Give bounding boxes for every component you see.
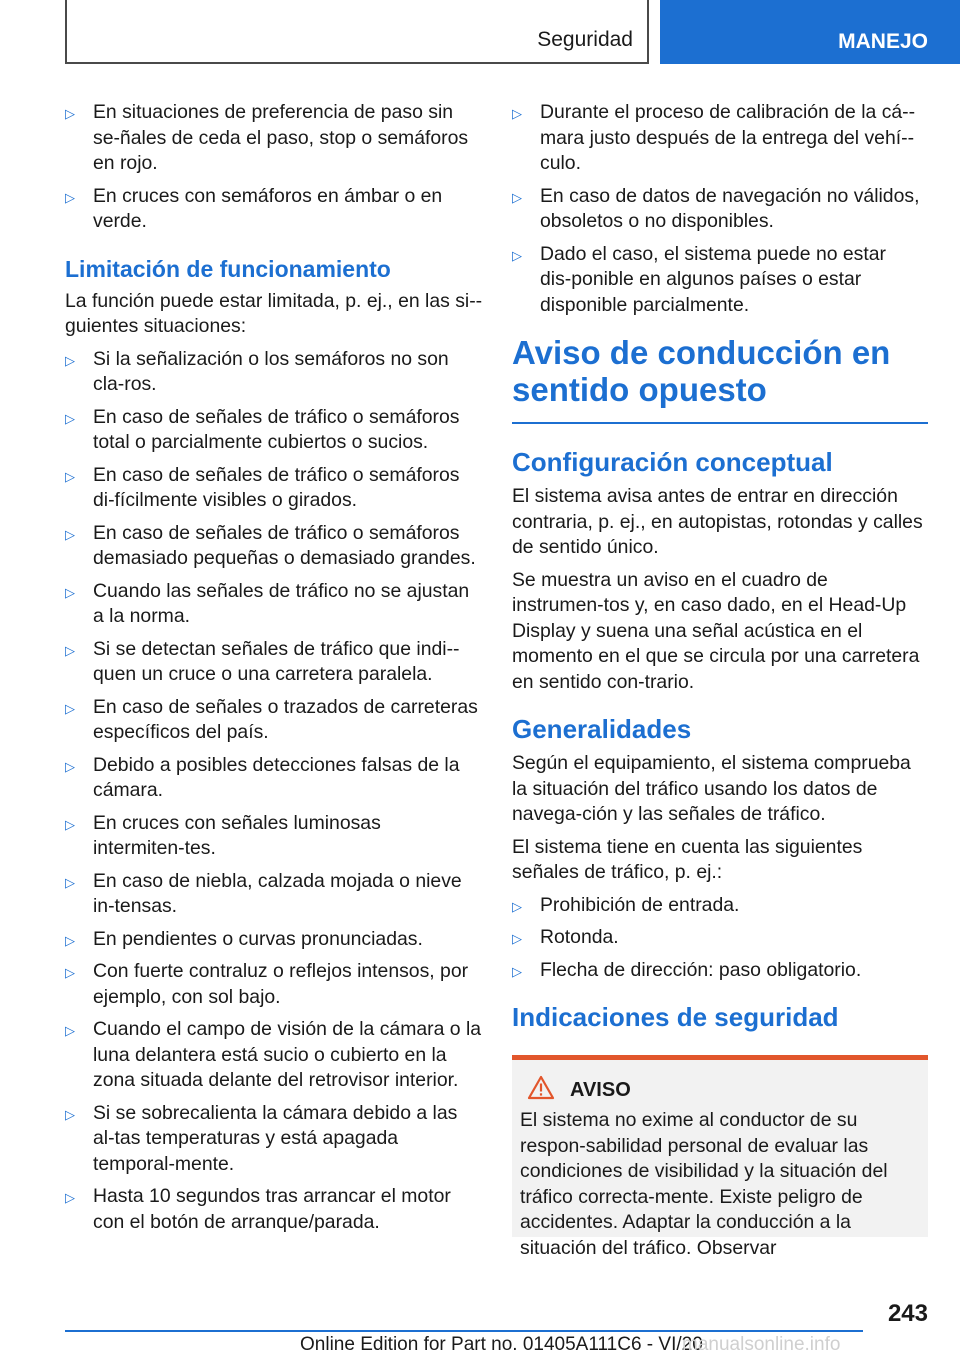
limit-bullet-list [65,347,483,1236]
continued-bullet-list [512,100,928,318]
list-item: ▷ En caso de señales de tráfico o semáforos demasiado pequeñas o demasiado grandes. [65,521,476,569]
bullet-triangle-icon: ▷ [65,1023,75,1038]
list-item: ▷ Flecha de dirección: paso obligatorio. [512,958,928,984]
list-item: ▷ En caso de señales o trazados de carreteras específicos del país. [65,695,478,743]
concept-paragraph-1: El sistema avisa antes de entrar en dirección contraria, p. ej., en autopistas, rotondas y calles de sentido único. [512,485,923,558]
warning-title: AVISO [570,1078,631,1101]
bullet-triangle-icon: ▷ [65,468,75,484]
list-item: ▷ Dado el caso, el sistema puede no estar dis-ponible en algunos países o estar disponible parcialmente. [512,242,887,316]
list-item: ▷ En caso de datos de navegación no válidos, obsoletos o no disponibles. [512,184,920,232]
header-chapter-tab: MANEJO [660,0,960,64]
bullet-triangle-icon: ▷ [65,189,75,205]
limit-text: La función puede estar limitada, p. ej., en las si-guientes situaciones: [65,289,483,337]
left-column [65,100,483,1242]
list-item: ▷ Durante el proceso de calibración de la cá-mara justo después de la entrega del vehí-culo. [512,101,916,174]
page-number: 243 [887,1300,928,1327]
bullet-triangle-icon: ▷ [65,874,75,890]
warning-triangle-icon [528,1076,554,1104]
list-item: ▷ En caso de señales de tráfico o semáforos di-fícilmente visibles o girados. [65,463,460,511]
warning-header [520,1076,920,1104]
footer-rule [65,1330,863,1332]
list-item: ▷ Prohibición de entrada. [512,893,928,919]
bullet-triangle-icon: ▷ [512,189,522,205]
bullet-triangle-icon: ▷ [65,106,75,121]
safety-heading: Indicaciones de seguridad [512,1002,839,1032]
list-item: ▷ En cruces con señales luminosas intermiten-tes. [65,811,381,859]
list-item: ▷ Cuando el campo de visión de la cámara o la luna delantera está sucio o cubierto en la zona situada delante del retrovisor interior. [65,1018,482,1091]
list-item: ▷ Rotonda. [512,925,928,951]
bullet-triangle-icon: ▷ [512,963,522,979]
bullet-triangle-icon: ▷ [65,352,75,368]
bullet-triangle-icon: ▷ [65,584,75,600]
right-column [512,100,928,1259]
footer-edition: Online Edition for Part no. 01405A111C6 - VI/20 [300,1334,703,1355]
bullet-triangle-icon: ▷ [65,816,75,832]
bullet-triangle-icon: ▷ [65,700,75,716]
warning-text: El sistema no exime al conductor de su respon-sabilidad personal de evaluar las condiciones de visibilidad y la situación del tráfico correcta-mente. Existe peligro de accidentes. Adaptar la conducción a la situación del tráfico. Observar [520,1109,888,1259]
header-section-box [65,0,649,64]
limit-heading: Limitación de funcionamiento [65,255,391,282]
bullet-triangle-icon: ▷ [65,1106,75,1122]
general-paragraph-1: Según el equipamiento, el sistema comprueba la situación del tráfico usando los datos de navega-ción y las señales de tráfico. [512,752,911,825]
bullet-triangle-icon: ▷ [65,410,75,426]
bullet-triangle-icon: ▷ [65,642,75,658]
traffic-sign-list [512,893,928,984]
bullet-triangle-icon: ▷ [65,526,75,542]
intro-bullet-list [65,100,483,235]
bullet-triangle-icon: ▷ [65,1190,75,1205]
header-section-title: Seguridad [537,28,633,51]
concept-paragraph-2: Se muestra un aviso en el cuadro de instrumen-tos y, en caso dado, en el Head-Up Display y suena una señal acústica en el momento en el que se circula por una carretera en sentido con-trario. [512,568,920,693]
list-item: ▷ En caso de niebla, calzada mojada o nieve in-tensas. [65,869,462,917]
general-paragraph-2: El sistema tiene en cuenta las siguientes señales de tráfico, p. ej.: [512,835,863,883]
list-item: ▷ Hasta 10 segundos tras arrancar el motor con el botón de arranque/parada. [65,1185,451,1233]
bullet-triangle-icon: ▷ [512,898,522,914]
watermark: manualsonline.info [682,1334,841,1355]
list-item: ▷ En cruces con semáforos en ámbar o en verde. [65,184,443,232]
list-item: ▷ Si se sobrecalienta la cámara debido a las al-tas temperaturas y está apagada temporal-mente. [65,1101,458,1175]
section-heading-rule [512,422,928,424]
list-item: ▷ En situaciones de preferencia de paso sin se-ñales de ceda el paso, stop o semáforos en rojo. [65,101,469,174]
list-item: ▷ Si la señalización o los semáforos no son cla-ros. [65,347,449,395]
bullet-triangle-icon: ▷ [512,931,522,946]
list-item: ▷ En caso de señales de tráfico o semáforos total o parcialmente cubiertos o sucios. [65,405,460,453]
list-item: ▷ Debido a posibles detecciones falsas de la cámara. [65,753,460,801]
bullet-triangle-icon: ▷ [65,758,75,774]
list-item: ▷ Con fuerte contraluz o reflejos intensos, por ejemplo, con sol bajo. [65,960,469,1008]
warning-box [512,1055,928,1259]
bullet-triangle-icon: ▷ [65,932,75,948]
bullet-triangle-icon: ▷ [65,965,75,980]
bullet-triangle-icon: ▷ [512,106,522,121]
general-heading: Generalidades [512,714,692,744]
list-item: ▷ Cuando las señales de tráfico no se ajustan a la norma. [65,579,470,627]
list-item: ▷ Si se detectan señales de tráfico que indi-quen un cruce o una carretera paralela. [65,637,460,685]
list-item: ▷ En pendientes o curvas pronunciadas. [65,927,483,953]
concept-heading: Configuración conceptual [512,447,833,477]
section-heading: Aviso de conducción en sentido opuesto [512,334,891,408]
bullet-triangle-icon: ▷ [512,247,522,263]
